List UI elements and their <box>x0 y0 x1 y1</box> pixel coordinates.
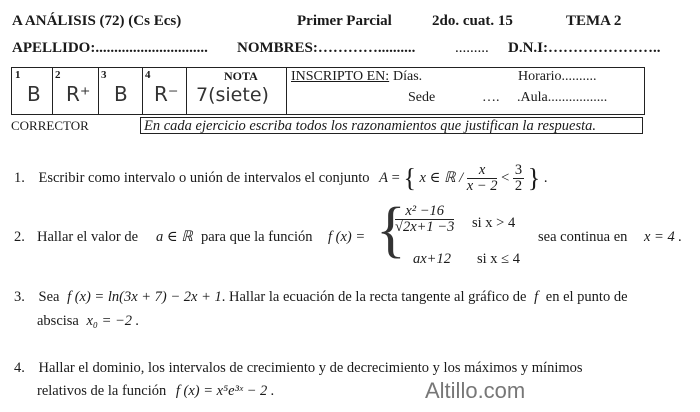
problem-2-text-b: para que la función <box>201 229 313 245</box>
course-title: A ANÁLISIS (72) (Cs Ecs) <box>12 13 182 29</box>
corrector-label: CORRECTOR <box>11 118 89 133</box>
aula-field: .Aula................. <box>517 90 608 105</box>
piecewise-brace: { <box>376 196 406 264</box>
case-1-condition: si x > 4 <box>472 215 516 231</box>
set-name: A <box>379 169 388 186</box>
theme-label: TEMA 2 <box>566 13 622 29</box>
grade-cell-number: 3 <box>101 69 107 81</box>
inscripto-label: INSCRIPTO EN: <box>291 69 390 84</box>
problem-1: 1. Escribir como intervalo o unión de intervalos el conjunto A = { x ∈ ℝ / $\frac{x}{x - 2}$ < $\frac{3}{2}$ } . <box>14 162 548 194</box>
exam-title: Primer Parcial <box>297 13 392 29</box>
piecewise-case-2: ax+12 <box>413 251 451 267</box>
problem-2-text-a: Hallar el valor de <box>37 229 139 245</box>
instruction-box: En cada ejercicio escriba todos los razonamientos que justifican la respuesta. <box>140 117 643 134</box>
piecewise-case-1: $\frac{\text{x² −16}}{√2x+1 -3}$ <box>395 203 455 235</box>
problem-2-a: a ∈ ℝ <box>156 229 193 245</box>
dni-field: D.N.I:………………….. <box>508 40 661 56</box>
problem-number: 1. <box>14 169 25 186</box>
problem-3-line-1: 3. Sea f (x) = ln(3x + 7) − 2x + 1. Hallar la ecuación de la recta tangente al gráfico de f en el punto de <box>14 289 628 305</box>
grade-mark: B <box>114 82 128 106</box>
term-label: 2do. cuat. 15 <box>432 13 513 29</box>
nota-cell <box>186 68 287 114</box>
apellido-field: APELLIDO:.............................. <box>12 40 208 56</box>
problem-2-fx: f (x) = <box>328 229 366 245</box>
grade-cell-number: 1 <box>15 69 21 81</box>
grade-cell-4 <box>142 68 187 114</box>
grade-cell-number: 4 <box>145 69 151 81</box>
fields-dots: ......... <box>455 40 489 56</box>
grade-mark: R⁻ <box>154 82 179 106</box>
grade-cell-1 <box>12 68 53 114</box>
problem-text: Escribir como intervalo o unión de intervalos el conjunto <box>38 169 370 186</box>
problem-2-text-c: sea continua en <box>538 229 628 245</box>
grade-cell-3 <box>98 68 143 114</box>
sede-dots: …. <box>482 90 500 105</box>
grade-cell-2 <box>52 68 99 114</box>
horario-field: Horario.......... <box>518 69 597 84</box>
grade-mark: B <box>27 82 41 106</box>
problem-2-num: 2. <box>14 229 25 245</box>
set-condition: x ∈ ℝ / <box>419 169 464 186</box>
case-2-condition: si x ≤ 4 <box>477 251 521 267</box>
problem-4-line-2: relativos de la función f (x) = x⁵e³ˣ − 2 . <box>37 383 275 399</box>
grade-mark: R⁺ <box>66 82 91 106</box>
rhs-fraction: $\frac{3}{2}$ <box>514 162 523 194</box>
dias-field: Días. <box>393 69 423 84</box>
nota-value: 7(siete) <box>196 84 269 106</box>
altillo-watermark: Altillo.com <box>425 378 526 403</box>
nombres-field: NOMBRES:………….......... <box>237 40 416 56</box>
sede-field: Sede <box>408 90 436 105</box>
problem-3-line-2: abscisa x₀ = −2 . <box>37 313 140 329</box>
problem-2-x: x = 4 . <box>644 229 682 245</box>
nota-label: NOTA <box>224 69 258 83</box>
set-fraction: $\frac{x}{x - 2}$ <box>466 162 498 194</box>
grade-box <box>11 67 645 115</box>
problem-4-line-1: 4. Hallar el dominio, los intervalos de crecimiento y de decrecimiento y los máximos y mínimos <box>14 360 583 376</box>
grade-cell-number: 2 <box>55 69 61 81</box>
